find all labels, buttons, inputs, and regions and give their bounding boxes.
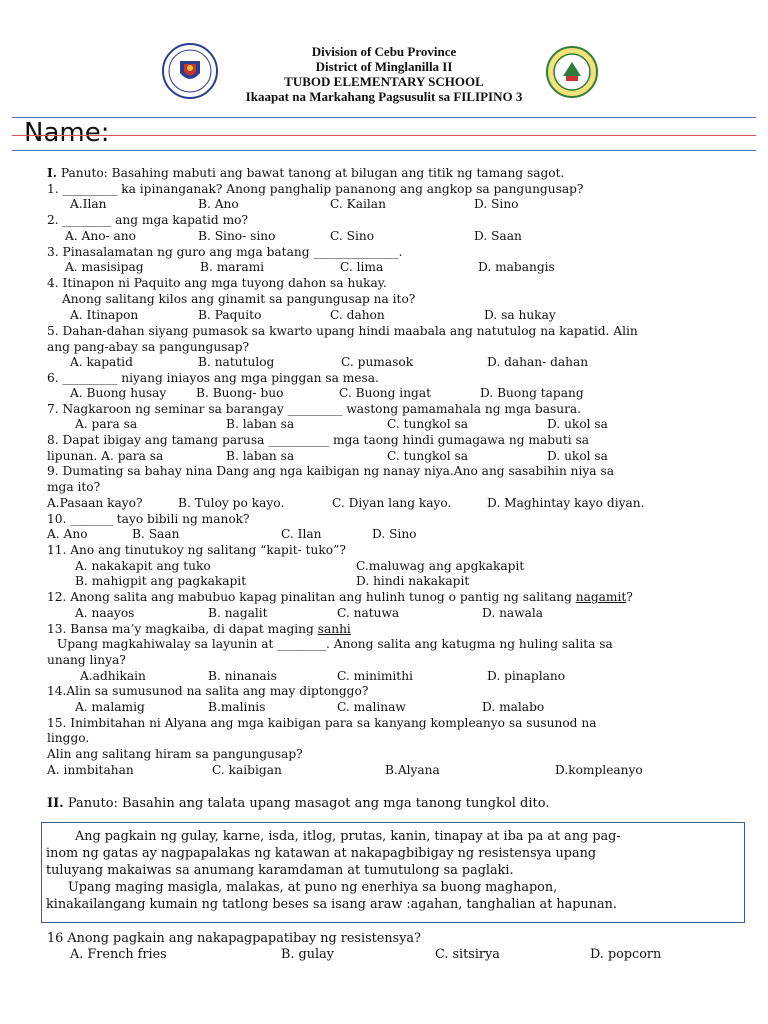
- question-11: 11. Ano ang tinutukoy ng salitang “kapit- tuko”?: [47, 543, 346, 557]
- q8-option-b: B. laban sa: [226, 449, 295, 463]
- part1-instruction-text: Panuto: Basahing mabuti ang bawat tanong at bilugan ang titik ng tamang sagot.: [56, 166, 565, 180]
- q5-option-d: D. dahan- dahan: [487, 355, 589, 369]
- school-title: TUBOD ELEMENTARY SCHOOL: [284, 74, 484, 89]
- q1-option-a: A.Ilan: [70, 197, 107, 211]
- question-12: [47, 590, 633, 605]
- passage-line-1: Ang pagkain ng gulay, karne, isda, itlog, prutas, kanin, tinapay at iba pa at ang pag-: [75, 829, 621, 844]
- question-13-line2: Upang magkahiwalay sa layunin at ________. Anong salita ang katugma ng huling salita sa: [57, 637, 613, 651]
- question-12-end: ?: [626, 590, 633, 604]
- q15-option-3: B.Alyana: [385, 763, 440, 777]
- q4-option-d: D. sa hukay: [484, 308, 556, 322]
- passage-line-5: kinakailangang kumain ng tatlong beses sa isang araw :agahan, tanghalian at hapunan.: [46, 897, 617, 912]
- question-15-line2: linggo.: [47, 731, 90, 745]
- q12-option-c: C. natuwa: [337, 606, 400, 620]
- q7-option-a: A. para sa: [75, 417, 138, 431]
- q11-option-b: B. mahigpit ang pagkakapit: [75, 574, 247, 588]
- passage-line-4: Upang maging masigla, malakas, at puno ng enerhiya sa buong maghapon,: [68, 880, 558, 895]
- district-title: District of Minglanilla II: [315, 59, 453, 74]
- question-5-line2: ang pang-abay sa pangungusap?: [47, 340, 250, 354]
- q11-option-a: A. nakakapit ang tuko: [75, 559, 211, 573]
- q1-option-c: C. Kailan: [330, 197, 386, 211]
- passage-line-3: tuluyang makaiwas sa anumang karamdaman at tumutulong sa paglaki.: [46, 863, 514, 878]
- q13-option-b: B. ninanais: [208, 669, 277, 683]
- question-16: 16 Anong pagkain ang nakapagpapatibay ng resistensya?: [47, 931, 421, 946]
- q16-option-b: B. gulay: [281, 947, 334, 962]
- q6-option-c: C. Buong ingat: [339, 386, 432, 400]
- q3-option-a: A. masisipag: [65, 260, 144, 274]
- question-14: 14.Alin sa sumusunod na salita ang may diptonggo?: [47, 684, 369, 698]
- q3-option-c: C. lima: [340, 260, 384, 274]
- q13-option-c: C. minimithi: [337, 669, 413, 683]
- q10-option-d: D. Sino: [372, 527, 417, 541]
- q6-option-a: A. Buong husay: [70, 386, 167, 400]
- question-13-underlined-word: sanhi: [317, 622, 351, 636]
- q6-option-d: D. Buong tapang: [480, 386, 584, 400]
- question-7: 7. Nagkaroon ng seminar sa barangay _________ wastong pamamahala ng mga basura.: [47, 402, 582, 416]
- red-rule: [12, 135, 756, 136]
- q4-option-b: B. Paquito: [198, 308, 262, 322]
- question-12-underlined-word: nagamit: [575, 590, 627, 604]
- q3-option-b: B. marami: [200, 260, 265, 274]
- q14-option-c: C. malinaw: [337, 700, 406, 714]
- question-4-line2: Anong salitang kilos ang ginamit sa pangungusap na ito?: [62, 292, 416, 306]
- q13-option-d: D. pinaplano: [487, 669, 566, 683]
- q2-option-c: C. Sino: [330, 229, 375, 243]
- question-2: 2. ________ ang mga kapatid mo?: [47, 213, 249, 227]
- q16-option-a: A. French fries: [70, 947, 167, 962]
- top-blue-rule: [12, 117, 756, 118]
- reading-passage-box: [41, 822, 745, 923]
- q7-option-c: C. tungkol sa: [387, 417, 469, 431]
- q1-option-d: D. Sino: [474, 197, 519, 211]
- q9-option-b: B. Tuloy po kayo.: [178, 496, 285, 510]
- q10-option-c: C. Ilan: [281, 527, 322, 541]
- passage-line-2: inom ng gatas ay nagpapalakas ng katawan at nakapagbibigay ng resistensya upang: [46, 846, 597, 861]
- question-9: 9. Dumating sa bahay nina Dang ang nga kaibigan ng nanay niya.Ano ang sasabihin niya sa: [47, 464, 614, 478]
- question-9-line2: mga ito?: [47, 480, 101, 494]
- q8-line2-option-a: lipunan. A. para sa: [47, 449, 164, 463]
- q3-option-d: D. mabangis: [478, 260, 555, 274]
- bottom-blue-rule: [12, 150, 756, 151]
- q2-option-a: A. Ano- ano: [65, 229, 136, 243]
- q5-option-b: B. natutulog: [198, 355, 275, 369]
- q7-option-d: D. ukol sa: [547, 417, 608, 431]
- q12-option-a: A. naayos: [75, 606, 135, 620]
- part2-instruction: [47, 796, 550, 811]
- part2-roman: II.: [47, 796, 64, 811]
- q10-option-b: B. Saan: [132, 527, 180, 541]
- question-13: [47, 622, 351, 637]
- question-6: 6. _________ niyang iniayos ang mga pinggan sa mesa.: [47, 371, 379, 385]
- q6-option-b: B. Buong- buo: [196, 386, 284, 400]
- q2-option-d: D. Saan: [474, 229, 522, 243]
- q14-option-d: D. malabo: [482, 700, 545, 714]
- q4-option-c: C. dahon: [330, 308, 385, 322]
- question-1: 1. _________ ka ipinanganak? Anong panghalip pananong ang angkop sa pangungusap?: [47, 182, 584, 196]
- q7-option-b: B. laban sa: [226, 417, 295, 431]
- q4-option-a: A. Itinapon: [70, 308, 139, 322]
- q10-option-a: A. Ano: [47, 527, 88, 541]
- q15-option-4: D.kompleanyo: [555, 763, 643, 777]
- question-10: 10. _______ tayo bibili ng manok?: [47, 512, 250, 526]
- question-3: 3. Pinasalamatan ng guro ang mga batang ______________.: [47, 245, 403, 259]
- q5-option-a: A. kapatid: [70, 355, 133, 369]
- q8-option-c: C. tungkol sa: [387, 449, 469, 463]
- q8-option-d: D. ukol sa: [547, 449, 608, 463]
- part2-instruction-text: Panuto: Basahin ang talata upang masagot ang mga tanong tungkol dito.: [63, 796, 550, 811]
- division-title: Division of Cebu Province: [311, 44, 457, 59]
- q1-option-b: B. Ano: [198, 197, 239, 211]
- question-15: 15. Inimbitahan ni Alyana ang mga kaibigan para sa kanyang kompleanyo sa susunod na: [47, 716, 597, 730]
- question-12-text: 12. Anong salita ang mabubuo kapag pinalitan ang hulinh tunog o pantig ng salitang: [47, 590, 576, 604]
- q16-option-d: D. popcorn: [590, 947, 662, 962]
- q15-option-1: A. inmbitahan: [47, 763, 134, 777]
- q13-option-a: A.adhikain: [80, 669, 146, 683]
- part1-roman: I.: [47, 166, 57, 180]
- question-13-line3: unang linya?: [47, 653, 126, 667]
- question-8: 8. Dapat ibigay ang tamang parusa __________ mga taong hindi gumagawa ng mabuti sa: [47, 433, 590, 447]
- q12-option-d: D. nawala: [482, 606, 544, 620]
- q11-option-d: D. hindi nakakapit: [356, 574, 470, 588]
- q16-option-c: C. sitsirya: [435, 947, 500, 962]
- q9-option-d: D. Maghintay kayo diyan.: [487, 496, 645, 510]
- q11-option-c: C.maluwag ang apgkakapit: [356, 559, 525, 573]
- exam-title: Ikaapat na Markahang Pagsusulit sa FILIPINO 3: [245, 89, 523, 104]
- q5-option-c: C. pumasok: [341, 355, 414, 369]
- q9-option-a: A.Pasaan kayo?: [47, 496, 143, 510]
- q12-option-b: B. nagalit: [208, 606, 268, 620]
- q14-option-a: A. malamig: [75, 700, 145, 714]
- question-4: 4. Itinapon ni Paquito ang mga tuyong dahon sa hukay.: [47, 276, 387, 290]
- question-13-text: 13. Bansa ma’y magkaiba, di dapat maging: [47, 622, 318, 636]
- part1-instruction: [47, 166, 564, 181]
- q9-option-c: C. Diyan lang kayo.: [332, 496, 452, 510]
- q2-option-b: B. Sino- sino: [198, 229, 276, 243]
- name-label: Name:: [24, 118, 110, 148]
- question-5: 5. Dahan-dahan siyang pumasok sa kwarto upang hindi maabala ang natutulog na kapatid. Alin: [47, 324, 638, 338]
- question-15-line3: Alin ang salitang hiram sa pangungusap?: [47, 747, 303, 761]
- q15-option-2: C. kaibigan: [212, 763, 282, 777]
- q14-option-b: B.malinis: [208, 700, 266, 714]
